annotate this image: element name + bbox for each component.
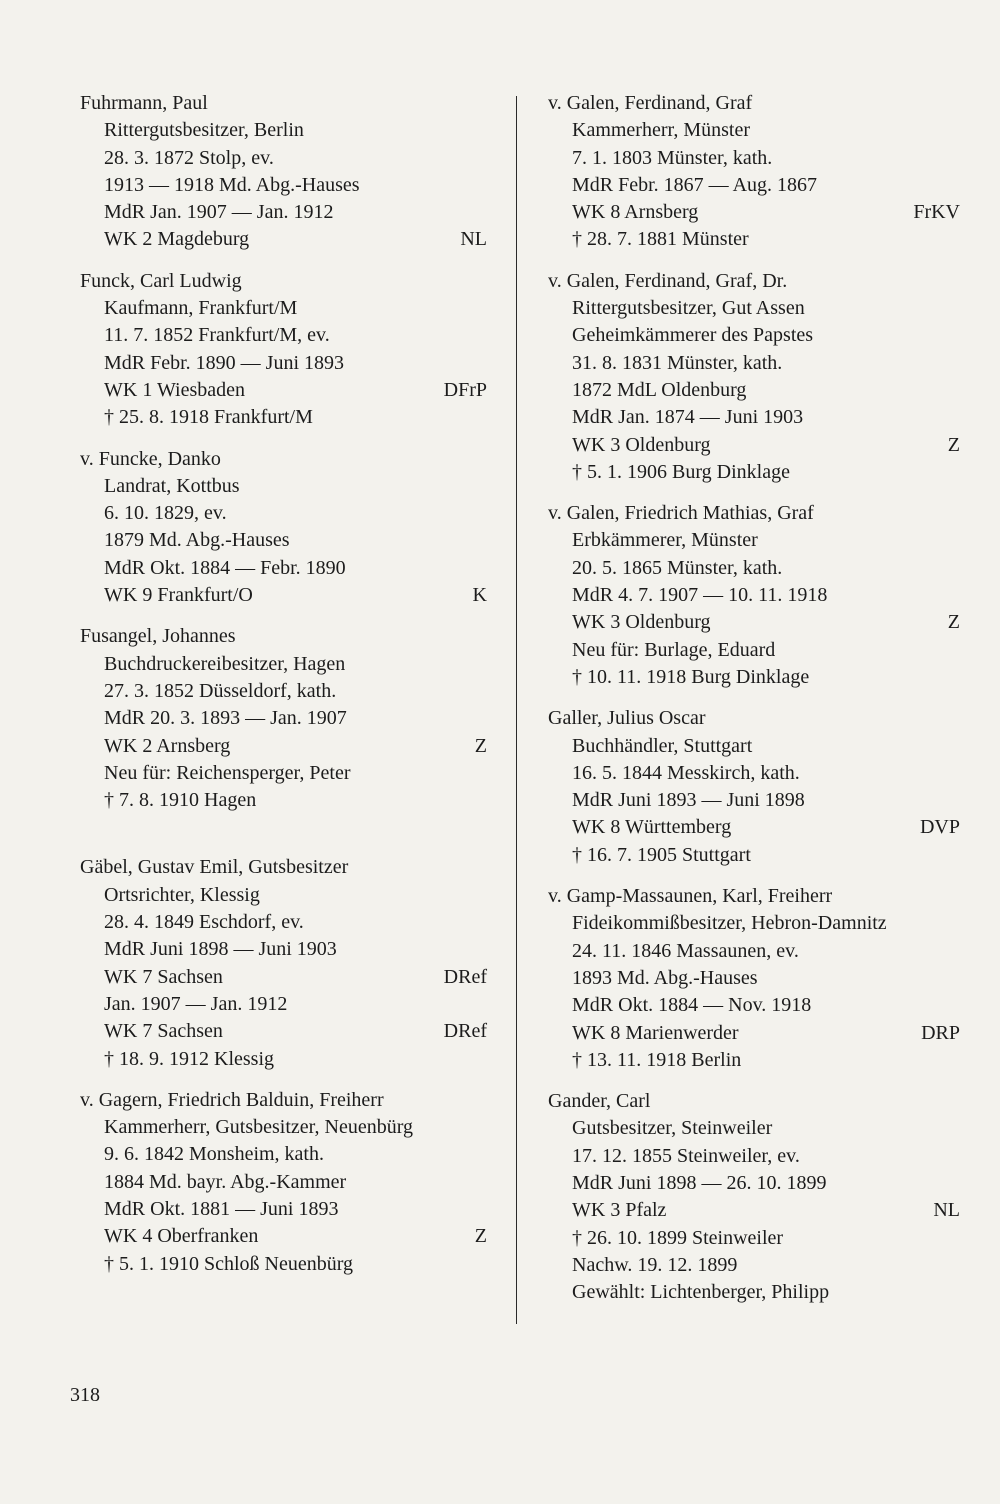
biography-entry [80,623,487,814]
entry-line [80,377,487,404]
entry-line [80,172,487,199]
entry-line-text: WK 8 Württemberg [572,816,732,839]
party-abbreviation: DRP [921,1021,960,1044]
entry-line [80,1018,487,1045]
entry-line [548,814,960,841]
entry-line-text: Gutsbesitzer, Steinweiler [572,1117,773,1140]
entry-line-text: † 10. 11. 1918 Burg Dinklage [572,665,810,688]
entry-line [80,733,487,760]
entry-line [548,664,960,691]
entry-line [80,936,487,963]
entry-line [548,117,960,144]
entry-line [548,1279,960,1306]
party-abbreviation: DVP [919,816,960,839]
entry-line-text: 16. 5. 1844 Messkirch, kath. [572,761,800,784]
party-abbreviation: Z [947,433,960,456]
entry-line-text: † 25. 8. 1918 Frankfurt/M [104,406,313,429]
entry-line [548,910,960,937]
biography-entry [548,1088,960,1306]
entry-line [80,760,487,787]
entry-line [548,1170,960,1197]
biography-entry [548,90,960,254]
biography-entry [548,705,960,869]
party-abbreviation: DRef [443,1020,487,1043]
entry-line [80,500,487,527]
entry-line-text: WK 7 Sachsen [104,1020,223,1043]
entry-line-text: 1879 Md. Abg.-Hauses [104,529,290,552]
entry-line-text: WK 3 Oldenburg [572,611,711,634]
entry-line [548,1143,960,1170]
party-abbreviation: FrKV [913,201,960,224]
column-divider [516,96,517,1324]
entry-line [80,882,487,909]
entry-line-text: Gewählt: Lichtenberger, Philipp [572,1281,830,1304]
entry-line-text: 17. 12. 1855 Steinweiler, ev. [572,1144,800,1167]
entry-line-text: Buchdruckereibesitzer, Hagen [104,652,346,675]
entry-line-text: Erbkämmerer, Münster [572,529,758,552]
entry-line [548,199,960,226]
entry-line-text: 1884 Md. bayr. Abg.-Kammer [104,1170,347,1193]
entry-line [80,651,487,678]
entry-line [80,1251,487,1278]
entry-line [548,733,960,760]
entry-name: Gäbel, Gustav Emil, Gutsbesitzer [80,856,349,879]
entry-line-text: MdR Juni 1893 — Juni 1898 [572,789,805,812]
entry-line [548,404,960,431]
entry-line-text: † 28. 7. 1881 Münster [572,228,749,251]
entry-line-text: Kammerherr, Gutsbesitzer, Neuenbürg [104,1116,414,1139]
entry-line [548,527,960,554]
entry-line [80,909,487,936]
entry-line-text: WK 2 Magdeburg [104,228,250,251]
party-abbreviation: NL [460,228,487,251]
entry-line [80,322,487,349]
entry-line [548,1020,960,1047]
entry-name: v. Galen, Friedrich Mathias, Graf [548,502,814,525]
entry-line [80,1223,487,1250]
entry-line-text: 1872 MdL Oldenburg [572,378,747,401]
entry-line-text: MdR Juni 1898 — Juni 1903 [104,938,337,961]
entry-line [80,1169,487,1196]
entry-name: v. Gamp-Massaunen, Karl, Freiherr [548,885,833,908]
entry-line [80,473,487,500]
entry-line-text: Kaufmann, Frankfurt/M [104,297,298,320]
entry-line-text: Ortsrichter, Klessig [104,883,260,906]
entry-line-text: 1893 Md. Abg.-Hauses [572,966,758,989]
entry-line-text: † 7. 8. 1910 Hagen [104,789,257,812]
entry-line-text: MdR 4. 7. 1907 — 10. 11. 1918 [572,584,828,607]
party-abbreviation: Z [474,734,487,757]
entry-line-text: MdR Jan. 1907 — Jan. 1912 [104,201,334,224]
entry-line [80,705,487,732]
entry-line-text: 20. 5. 1865 Münster, kath. [572,556,783,579]
entry-line [548,145,960,172]
entry-line [548,1115,960,1142]
entry-line-text: WK 7 Sachsen [104,965,223,988]
party-abbreviation: NL [933,1199,960,1222]
entry-line-text: WK 2 Arnsberg [104,734,231,757]
entry-line-text: † 5. 1. 1906 Burg Dinklage [572,460,790,483]
entry-line [80,1196,487,1223]
right-column [548,90,960,1320]
entry-line [548,350,960,377]
entry-line-text: 9. 6. 1842 Monsheim, kath. [104,1143,324,1166]
biography-entry [548,883,960,1074]
entry-line [80,787,487,814]
entry-name: v. Galen, Ferdinand, Graf [548,92,753,114]
entry-line [548,842,960,869]
entry-line-text: MdR Febr. 1890 — Juni 1893 [104,351,345,374]
entry-name: Fuhrmann, Paul [80,92,208,114]
entry-name: Fusangel, Johannes [80,625,236,648]
entry-name: v. Funcke, Danko [80,447,221,470]
entry-line-text: 27. 3. 1852 Düsseldorf, kath. [104,679,337,702]
entry-name: Galler, Julius Oscar [548,707,706,730]
entry-line [548,1225,960,1252]
entry-line [548,609,960,636]
entry-line-text: Rittergutsbesitzer, Berlin [104,119,304,142]
entry-line-text: WK 3 Oldenburg [572,433,711,456]
entry-line-text: 24. 11. 1846 Massaunen, ev. [572,939,799,962]
entry-name: v. Gagern, Friedrich Balduin, Freiherr [80,1088,384,1111]
entry-line-text: Rittergutsbesitzer, Gut Assen [572,297,805,320]
entry-line [80,1046,487,1073]
entry-line-text: Nachw. 19. 12. 1899 [572,1253,738,1276]
entry-line [80,678,487,705]
entry-line [548,637,960,664]
entry-line-text: † 18. 9. 1912 Klessig [104,1047,274,1070]
biography-entry [80,90,487,254]
entry-line-text: Neu für: Burlage, Eduard [572,638,776,661]
entry-line-text: Geheimkämmerer des Papstes [572,324,814,347]
entry-line-text: 11. 7. 1852 Frankfurt/M, ev. [104,324,330,347]
entry-line-text: WK 9 Frankfurt/O [104,584,253,607]
entry-line [80,582,487,609]
entry-line [548,555,960,582]
entry-line [80,555,487,582]
entry-line [548,787,960,814]
entry-line [548,1197,960,1224]
entry-line-text: WK 1 Wiesbaden [104,378,246,401]
entry-line-text: Neu für: Reichensperger, Peter [104,761,351,784]
entry-line-text: WK 4 Oberfranken [104,1225,259,1248]
entry-line [548,1252,960,1279]
page-number: 318 [70,1384,100,1406]
entry-line-text: † 13. 11. 1918 Berlin [572,1048,742,1071]
party-abbreviation: DFrP [443,378,487,401]
entry-line-text: Buchhändler, Stuttgart [572,734,753,757]
entry-line [80,199,487,226]
entry-name: Gander, Carl [548,1090,651,1113]
entry-line [80,1141,487,1168]
entry-line-text: MdR Juni 1898 — 26. 10. 1899 [572,1171,827,1194]
entry-line [548,377,960,404]
entry-line [548,295,960,322]
entry-name: v. Galen, Ferdinand, Graf, Dr. [548,269,788,292]
entry-line-text: 28. 3. 1872 Stolp, ev. [104,146,274,169]
biography-entry [80,1087,487,1278]
entry-line-text: WK 3 Pfalz [572,1199,667,1222]
entry-line-text: WK 8 Marienwerder [572,1021,739,1044]
entry-line [548,760,960,787]
entry-line-text: 28. 4. 1849 Eschdorf, ev. [104,911,304,934]
entry-line-text: 1913 — 1918 Md. Abg.-Hauses [104,173,360,196]
party-abbreviation: DRef [443,965,487,988]
entry-line-text: Jan. 1907 — Jan. 1912 [104,992,288,1015]
entry-line [80,145,487,172]
entry-line [80,117,487,144]
biography-entry [80,268,487,432]
entry-line-text: † 5. 1. 1910 Schloß Neuenbürg [104,1252,354,1275]
entry-line [80,964,487,991]
entry-line [548,938,960,965]
entry-line [548,1047,960,1074]
entry-line [548,226,960,253]
biography-entry [548,268,960,486]
entry-line [80,991,487,1018]
entry-line-text: MdR Okt. 1884 — Febr. 1890 [104,556,346,579]
entry-line [80,350,487,377]
entry-line-text: 6. 10. 1829, ev. [104,502,227,525]
left-column [80,90,487,1292]
entry-line [548,172,960,199]
entry-line-text: MdR Okt. 1881 — Juni 1893 [104,1197,339,1220]
entry-line [548,582,960,609]
entry-line [548,432,960,459]
entry-line [80,295,487,322]
party-abbreviation: Z [474,1225,487,1248]
biography-entry [80,854,487,1072]
entry-line-text: MdR Jan. 1874 — Juni 1903 [572,406,804,429]
party-abbreviation: Z [947,611,960,634]
party-abbreviation: K [472,584,487,607]
entry-line [80,226,487,253]
entry-line-text: Kammerherr, Münster [572,119,751,142]
entry-line-text: 7. 1. 1803 Münster, kath. [572,146,773,169]
entry-line-text: Fideikommißbesitzer, Hebron-Damnitz [572,912,887,935]
entry-line-text: † 26. 10. 1899 Steinweiler [572,1226,784,1249]
entry-line-text: MdR Febr. 1867 — Aug. 1867 [572,173,818,196]
entry-name: Funck, Carl Ludwig [80,269,242,292]
entry-line [80,404,487,431]
entry-line [548,459,960,486]
entry-line-text: † 16. 7. 1905 Stuttgart [572,843,751,866]
entry-line [80,1114,487,1141]
entry-line-text: Landrat, Kottbus [104,474,240,497]
entry-line-text: 31. 8. 1831 Münster, kath. [572,351,783,374]
entry-line-text: MdR Okt. 1884 — Nov. 1918 [572,994,812,1017]
biography-entry [80,446,487,610]
entry-line [548,992,960,1019]
entry-line [80,527,487,554]
entry-line-text: WK 8 Arnsberg [572,201,699,224]
entry-line [548,322,960,349]
entry-line-text: MdR 20. 3. 1893 — Jan. 1907 [104,707,347,730]
biography-entry [548,500,960,691]
entry-line [548,965,960,992]
